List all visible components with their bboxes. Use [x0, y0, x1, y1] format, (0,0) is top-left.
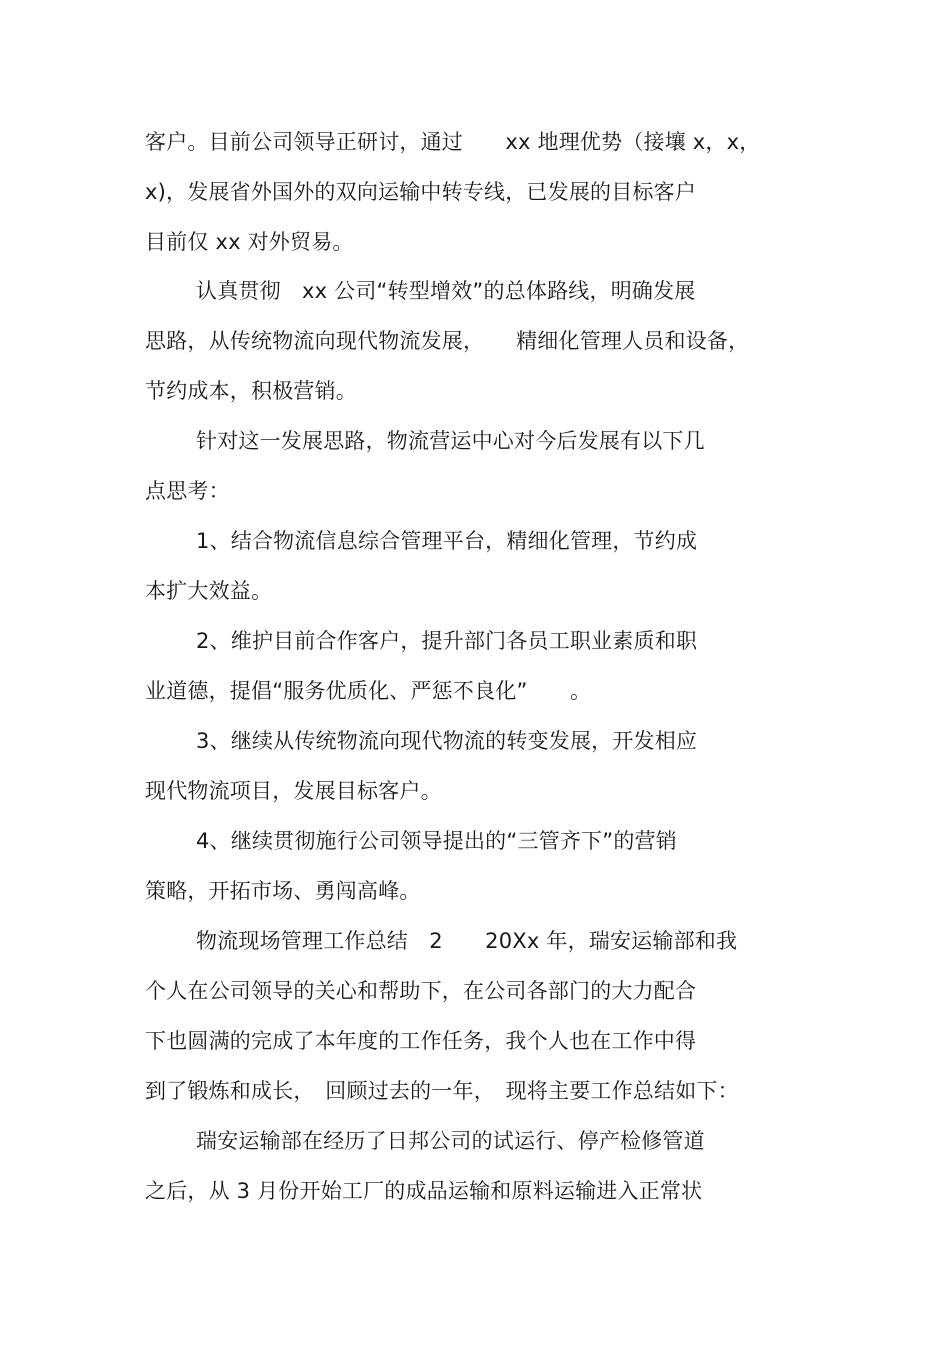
paragraph-start-line: 针对这一发展思路，物流营运中心对今后发展有以下几: [196, 429, 705, 453]
text-line: 现代物流项目，发展目标客户。: [145, 779, 442, 803]
text-line: 下也圆满的完成了本年度的工作任务，我个人也在工作中得: [145, 1029, 697, 1053]
text-line: 思路，从传统物流向现代物流发展， 精细化管理人员和设备，: [145, 329, 750, 353]
list-item-3-line: 3、继续从传统物流向现代物流的转变发展，开发相应: [196, 729, 698, 753]
text-line: 目前仅 xx 对外贸易。: [145, 230, 354, 254]
text-line: 业道德，提倡“服务优质化、严惩不良化” 。: [145, 679, 592, 703]
text-line: 本扩大效益。: [145, 579, 273, 603]
text-line: 之后，从 3 月份开始工厂的成品运输和原料运输进入正常状: [145, 1179, 703, 1203]
text-line: 策略，开拓市场、勇闯高峰。: [145, 879, 421, 903]
paragraph-start-line: 物流现场管理工作总结 2 20Xx 年，瑞安运输部和我: [196, 929, 738, 953]
text-line: 个人在公司领导的关心和帮助下，在公司各部门的大力配合: [145, 979, 697, 1003]
list-item-4-line: 4、继续贯彻施行公司领导提出的“三管齐下”的营销: [196, 829, 677, 853]
text-line: x)，发展省外国外的双向运输中转专线，已发展的目标客户: [145, 180, 697, 204]
text-line: 客户。目前公司领导正研讨，通过 xx 地理优势（接壤 x，x，: [145, 130, 761, 154]
paragraph-start-line: 认真贯彻 xx 公司“转型增效”的总体路线，明确发展: [196, 279, 696, 303]
text-line: 点思考：: [145, 479, 230, 503]
list-item-1-line: 1、结合物流信息综合管理平台，精细化管理，节约成: [196, 529, 698, 553]
text-line: 节约成本，积极营销。: [145, 379, 357, 403]
text-line: 到了锻炼和成长， 回顾过去的一年， 现将主要工作总结如下：: [145, 1079, 739, 1103]
list-item-2-line: 2、维护目前合作客户，提升部门各员工职业素质和职: [196, 629, 698, 653]
paragraph-start-line: 瑞安运输部在经历了日邦公司的试运行、停产检修管道: [196, 1129, 705, 1153]
